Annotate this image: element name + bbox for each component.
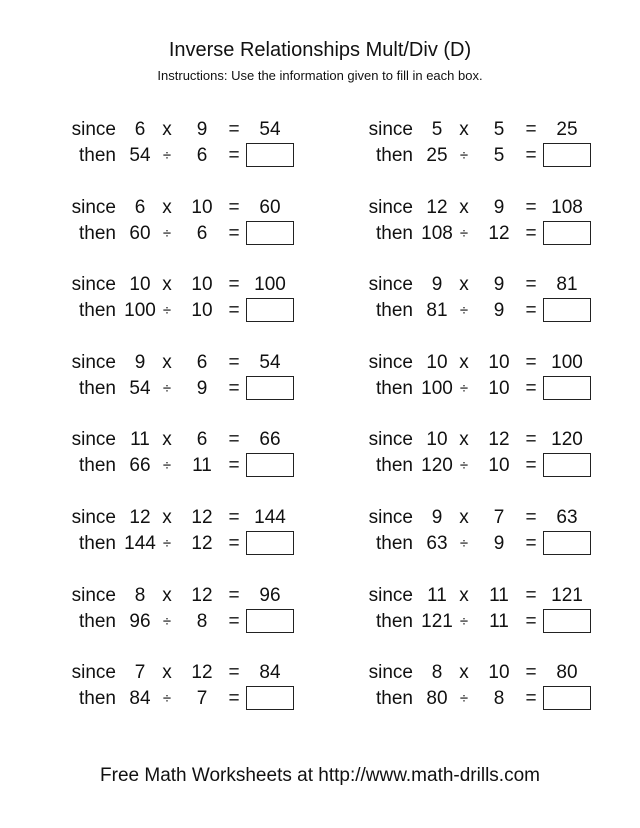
- divide-sign: ÷: [459, 535, 469, 552]
- dividend: 66: [129, 455, 151, 477]
- factor-b: 9: [493, 196, 505, 218]
- problem: [335, 505, 635, 559]
- divisor: 10: [488, 455, 510, 477]
- answer-box[interactable]: [246, 686, 294, 710]
- dividend: 108: [421, 222, 453, 244]
- times-sign: x: [459, 429, 469, 451]
- divide-sign: ÷: [459, 147, 469, 164]
- divisor: 9: [196, 377, 208, 399]
- since-line: [335, 195, 635, 221]
- divide-sign: ÷: [459, 612, 469, 630]
- dividend: 80: [426, 688, 448, 710]
- equals-sign: =: [228, 377, 240, 399]
- dividend: 100: [421, 377, 453, 399]
- since-label: since: [71, 429, 116, 451]
- factor-a: 10: [426, 429, 448, 451]
- factor-a: 9: [431, 507, 443, 528]
- divide-sign: ÷: [459, 457, 469, 475]
- factor-a: 10: [129, 274, 151, 296]
- problem: [38, 583, 338, 637]
- divisor: 8: [196, 610, 208, 632]
- times-sign: x: [162, 196, 172, 218]
- then-label: then: [376, 145, 413, 166]
- times-sign: x: [162, 584, 172, 606]
- answer-box[interactable]: [246, 143, 294, 167]
- times-sign: x: [162, 507, 172, 528]
- divisor: 5: [493, 145, 505, 166]
- times-sign: x: [459, 274, 469, 296]
- factor-a: 9: [431, 274, 443, 296]
- factor-a: 11: [427, 584, 447, 606]
- since-label: since: [368, 429, 413, 451]
- divide-sign: ÷: [162, 147, 172, 164]
- answer-box[interactable]: [543, 686, 591, 710]
- dividend: 120: [421, 455, 453, 477]
- dividend: 54: [129, 145, 151, 166]
- product-value: 60: [259, 196, 281, 218]
- then-line: [335, 376, 635, 402]
- divisor: 11: [489, 610, 509, 632]
- product-value: 96: [259, 584, 281, 606]
- divisor: 9: [493, 300, 505, 322]
- then-line: [38, 221, 338, 247]
- since-label: since: [71, 584, 116, 606]
- dividend: 96: [129, 610, 151, 632]
- then-label: then: [376, 300, 413, 322]
- factor-b: 9: [493, 274, 505, 296]
- times-sign: x: [459, 351, 469, 373]
- factor-a: 12: [426, 196, 448, 218]
- product-value: 144: [254, 507, 286, 528]
- factor-b: 12: [191, 584, 213, 606]
- divisor: 12: [488, 222, 510, 244]
- factor-b: 10: [191, 196, 213, 218]
- problem: [335, 660, 635, 714]
- factor-a: 7: [134, 662, 146, 684]
- since-line: [38, 505, 338, 531]
- since-label: since: [368, 274, 413, 296]
- then-label: then: [376, 455, 413, 477]
- dividend: 60: [129, 222, 151, 244]
- product-value: 54: [259, 119, 281, 140]
- answer-box[interactable]: [246, 221, 294, 245]
- equals-sign: =: [228, 610, 240, 632]
- divide-sign: ÷: [162, 224, 172, 242]
- equals-sign: =: [228, 300, 240, 322]
- dividend: 144: [124, 533, 156, 554]
- then-label: then: [376, 688, 413, 710]
- problem: [38, 427, 338, 481]
- product-value: 84: [259, 662, 281, 684]
- since-label: since: [71, 662, 116, 684]
- equals-sign: =: [525, 455, 537, 477]
- equals-sign: =: [228, 662, 240, 684]
- factor-b: 12: [488, 429, 510, 451]
- then-line: [335, 686, 635, 712]
- problem: [38, 505, 338, 559]
- product-value: 66: [259, 429, 281, 451]
- product-value: 100: [551, 351, 583, 373]
- problem: [38, 195, 338, 249]
- worksheet-title: Inverse Relationships Mult/Div (D): [168, 39, 472, 61]
- divisor: 12: [191, 533, 213, 554]
- dividend: 121: [421, 610, 453, 632]
- divisor: 6: [196, 145, 208, 166]
- then-line: [335, 453, 635, 479]
- problem: [335, 195, 635, 249]
- product-value: 121: [551, 584, 583, 606]
- times-sign: x: [162, 662, 172, 684]
- since-label: since: [71, 196, 116, 218]
- equals-sign: =: [525, 688, 537, 710]
- divisor: 8: [493, 688, 505, 710]
- equals-sign: =: [525, 429, 537, 451]
- factor-a: 8: [134, 584, 146, 606]
- answer-box[interactable]: [543, 609, 591, 633]
- equals-sign: =: [525, 196, 537, 218]
- answer-box[interactable]: [543, 298, 591, 322]
- answer-box[interactable]: [543, 531, 591, 555]
- factor-b: 10: [191, 274, 213, 296]
- divide-sign: ÷: [162, 379, 172, 397]
- since-line: [38, 272, 338, 298]
- then-label: then: [79, 222, 116, 244]
- then-label: then: [79, 300, 116, 322]
- factor-b: 12: [191, 662, 213, 684]
- divide-sign: ÷: [459, 302, 469, 320]
- since-label: since: [71, 507, 116, 528]
- divisor: 7: [196, 688, 208, 710]
- since-label: since: [71, 119, 116, 140]
- answer-box[interactable]: [543, 143, 591, 167]
- then-line: [335, 531, 635, 557]
- equals-sign: =: [525, 610, 537, 632]
- factor-b: 11: [489, 584, 509, 606]
- equals-sign: =: [525, 274, 537, 296]
- factor-a: 9: [134, 351, 146, 373]
- factor-b: 9: [196, 119, 208, 140]
- since-line: [335, 117, 635, 143]
- answer-box[interactable]: [246, 298, 294, 322]
- product-value: 81: [556, 274, 578, 296]
- equals-sign: =: [228, 533, 240, 554]
- factor-a: 6: [134, 119, 146, 140]
- times-sign: x: [162, 119, 172, 140]
- then-label: then: [79, 533, 116, 554]
- then-line: [335, 298, 635, 324]
- equals-sign: =: [525, 584, 537, 606]
- equals-sign: =: [525, 119, 537, 140]
- then-label: then: [376, 533, 413, 554]
- equals-sign: =: [228, 507, 240, 528]
- equals-sign: =: [228, 274, 240, 296]
- since-line: [335, 660, 635, 686]
- then-line: [335, 609, 635, 635]
- equals-sign: =: [525, 533, 537, 554]
- equals-sign: =: [228, 222, 240, 244]
- then-label: then: [79, 377, 116, 399]
- then-line: [38, 143, 338, 169]
- problem: [38, 350, 338, 404]
- equals-sign: =: [525, 507, 537, 528]
- factor-a: 8: [431, 662, 443, 684]
- since-label: since: [71, 351, 116, 373]
- problem: [335, 272, 635, 326]
- product-value: 63: [556, 507, 578, 528]
- problem: [38, 272, 338, 326]
- dividend: 25: [426, 145, 448, 166]
- footer-text: Free Math Worksheets at http://www.math-drills.com: [100, 765, 540, 786]
- dividend: 100: [124, 300, 156, 322]
- since-label: since: [368, 662, 413, 684]
- equals-sign: =: [228, 584, 240, 606]
- divisor: 9: [493, 533, 505, 554]
- product-value: 25: [556, 119, 578, 140]
- then-label: then: [376, 610, 413, 632]
- problem: [38, 660, 338, 714]
- answer-box[interactable]: [246, 609, 294, 633]
- since-label: since: [368, 507, 413, 528]
- divide-sign: ÷: [162, 612, 172, 630]
- factor-b: 12: [191, 507, 213, 528]
- factor-b: 5: [493, 119, 505, 140]
- problem: [335, 117, 635, 171]
- since-label: since: [368, 584, 413, 606]
- product-value: 100: [254, 274, 286, 296]
- problem: [38, 117, 338, 171]
- factor-b: 7: [493, 507, 505, 528]
- divide-sign: ÷: [162, 302, 172, 320]
- times-sign: x: [459, 196, 469, 218]
- product-value: 54: [259, 351, 281, 373]
- equals-sign: =: [525, 351, 537, 373]
- since-line: [38, 660, 338, 686]
- times-sign: x: [162, 274, 172, 296]
- answer-box[interactable]: [543, 453, 591, 477]
- factor-a: 12: [129, 507, 151, 528]
- then-line: [335, 221, 635, 247]
- instructions-text: Instructions: Use the information given to fill in each box.: [157, 68, 483, 83]
- since-line: [335, 272, 635, 298]
- then-label: then: [79, 455, 116, 477]
- equals-sign: =: [525, 300, 537, 322]
- equals-sign: =: [228, 351, 240, 373]
- factor-a: 11: [130, 429, 150, 451]
- problem: [335, 583, 635, 637]
- divisor: 6: [196, 222, 208, 244]
- divide-sign: ÷: [162, 457, 172, 475]
- factor-b: 10: [488, 351, 510, 373]
- divisor: 10: [488, 377, 510, 399]
- answer-box[interactable]: [246, 531, 294, 555]
- factor-b: 6: [196, 429, 208, 451]
- factor-a: 6: [134, 196, 146, 218]
- since-line: [38, 117, 338, 143]
- equals-sign: =: [525, 145, 537, 166]
- then-line: [38, 531, 338, 557]
- problem: [335, 350, 635, 404]
- times-sign: x: [459, 507, 469, 528]
- product-value: 108: [551, 196, 583, 218]
- since-label: since: [368, 196, 413, 218]
- then-label: then: [79, 688, 116, 710]
- divide-sign: ÷: [459, 224, 469, 242]
- equals-sign: =: [228, 196, 240, 218]
- times-sign: x: [162, 351, 172, 373]
- since-label: since: [71, 274, 116, 296]
- since-label: since: [368, 119, 413, 140]
- since-line: [335, 505, 635, 531]
- since-line: [38, 195, 338, 221]
- then-line: [38, 298, 338, 324]
- divide-sign: ÷: [162, 535, 172, 552]
- answer-box[interactable]: [246, 453, 294, 477]
- dividend: 54: [129, 377, 151, 399]
- dividend: 81: [426, 300, 448, 322]
- since-line: [335, 350, 635, 376]
- answer-box[interactable]: [246, 376, 294, 400]
- answer-box[interactable]: [543, 221, 591, 245]
- since-line: [38, 350, 338, 376]
- since-line: [335, 583, 635, 609]
- equals-sign: =: [525, 222, 537, 244]
- factor-a: 5: [431, 119, 443, 140]
- divide-sign: ÷: [162, 690, 172, 708]
- since-line: [38, 427, 338, 453]
- equals-sign: =: [525, 377, 537, 399]
- times-sign: x: [459, 119, 469, 140]
- then-label: then: [79, 145, 116, 166]
- product-value: 120: [551, 429, 583, 451]
- then-label: then: [376, 222, 413, 244]
- dividend: 84: [129, 688, 151, 710]
- times-sign: x: [459, 662, 469, 684]
- divisor: 11: [192, 455, 212, 477]
- since-line: [38, 583, 338, 609]
- factor-a: 10: [426, 351, 448, 373]
- problem: [335, 427, 635, 481]
- since-line: [335, 427, 635, 453]
- equals-sign: =: [228, 429, 240, 451]
- then-line: [38, 686, 338, 712]
- product-value: 80: [556, 662, 578, 684]
- then-label: then: [376, 377, 413, 399]
- since-label: since: [368, 351, 413, 373]
- then-line: [335, 143, 635, 169]
- then-line: [38, 453, 338, 479]
- then-label: then: [79, 610, 116, 632]
- equals-sign: =: [228, 145, 240, 166]
- equals-sign: =: [228, 688, 240, 710]
- dividend: 63: [426, 533, 448, 554]
- divide-sign: ÷: [459, 690, 469, 708]
- answer-box[interactable]: [543, 376, 591, 400]
- factor-b: 6: [196, 351, 208, 373]
- equals-sign: =: [228, 119, 240, 140]
- then-line: [38, 609, 338, 635]
- equals-sign: =: [228, 455, 240, 477]
- times-sign: x: [162, 429, 172, 451]
- divide-sign: ÷: [459, 379, 469, 397]
- factor-b: 10: [488, 662, 510, 684]
- then-line: [38, 376, 338, 402]
- divisor: 10: [191, 300, 213, 322]
- times-sign: x: [459, 584, 469, 606]
- equals-sign: =: [525, 662, 537, 684]
